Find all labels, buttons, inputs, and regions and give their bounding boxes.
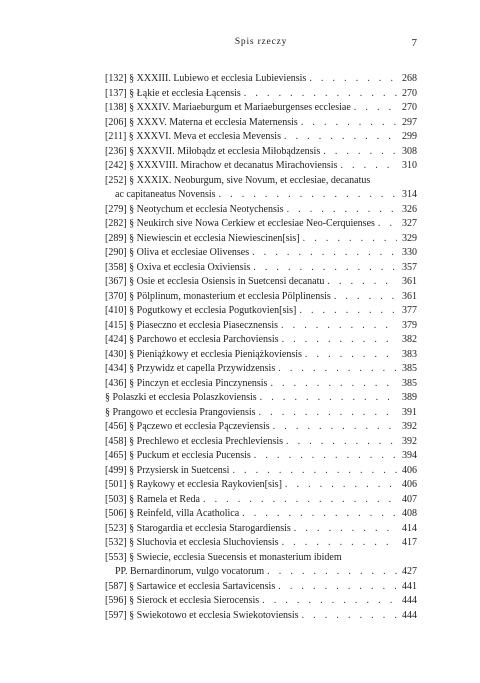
toc-entry-title: [587] § Sartawice et ecclesia Sartavicensis [105, 580, 276, 592]
dot-leader [331, 290, 397, 305]
toc-entry [105, 101, 417, 116]
toc-entry-title: [532] § Sluchovia et ecclesia Sluchoviensis [105, 537, 279, 548]
toc-entry-line [105, 116, 417, 131]
toc-entry [105, 261, 417, 276]
toc-entry-page: 394 [402, 450, 417, 461]
toc-entry-title: [206] § XXXV. Materna et ecclesia Maternensis [105, 116, 298, 128]
toc-entry-page: 414 [402, 522, 417, 534]
toc-entry-title: [424] § Parchowo et ecclesia Parchoviensis [105, 334, 279, 345]
toc-entry-line [105, 246, 417, 261]
toc-entry-line [105, 130, 417, 145]
dot-leader [351, 101, 397, 116]
toc-entry [105, 449, 417, 464]
toc-entry-page: 327 [402, 218, 417, 229]
toc-entry-line [105, 333, 417, 348]
dot-leader [251, 449, 397, 464]
toc-entry [105, 464, 417, 479]
toc-entry-page: 382 [402, 334, 417, 345]
toc-entry [105, 275, 417, 290]
toc-entry-page: 383 [402, 348, 417, 360]
toc-entry [105, 333, 417, 348]
dot-leader [284, 203, 397, 218]
toc-entry-title: [211] § XXXVI. Meva et ecclesia Mevensis [105, 131, 281, 142]
toc-entry-title: [430] § Pieniążkowy et ecclesia Pieniążkoviensis [105, 348, 302, 360]
toc-entry [105, 609, 417, 624]
toc-entry-line [105, 406, 417, 421]
toc-entry-title: § Polaszki et ecclesia Polaszkoviensis [105, 392, 257, 403]
dot-leader [300, 232, 397, 247]
toc-entry-page: 444 [402, 609, 417, 621]
toc-entry-title: [370] § Pölplinum, monasterium et ecclesia Pölplinensis [105, 290, 331, 302]
dot-leader [278, 319, 397, 334]
toc-entry [105, 391, 417, 406]
dot-leader [337, 159, 397, 174]
toc-entry-line [105, 449, 417, 464]
toc-entry-page: 389 [402, 392, 417, 403]
dot-leader [282, 478, 397, 493]
toc-entry [105, 348, 417, 363]
toc-entry-line [105, 536, 417, 551]
running-header [105, 37, 417, 51]
toc-entry-line [105, 507, 417, 522]
toc-entry-page: 329 [402, 232, 417, 244]
dot-leader [302, 348, 397, 363]
toc-entry-title: [132] § XXXIII. Lubiewo et ecclesia Lubieviensis [105, 73, 307, 84]
toc-entry-title: [436] § Pinczyn et ecclesia Pinczynensis [105, 377, 268, 389]
toc-entry [105, 159, 417, 174]
toc-entry-page: 385 [402, 377, 417, 389]
dot-leader [229, 464, 397, 479]
toc-entry-page: 308 [402, 145, 417, 157]
toc-entry-line [105, 203, 417, 218]
page-number: 7 [411, 37, 417, 49]
toc-entry [105, 232, 417, 247]
toc-entry [105, 145, 417, 160]
toc-entry-title: [279] § Neotychum et ecclesia Neotychensis [105, 203, 284, 215]
toc-entry-page: 314 [402, 189, 417, 200]
toc-entry-line [105, 72, 417, 87]
toc-entry [105, 87, 417, 102]
dot-leader [264, 565, 397, 580]
toc-entry [105, 493, 417, 508]
toc-entry-page: 361 [402, 290, 417, 302]
toc-entry-page: 377 [402, 305, 417, 316]
toc-entry-line [105, 145, 417, 160]
toc-entry-line [105, 275, 417, 290]
toc-entry-title: § Prangowo et ecclesia Prangoviensis [105, 406, 256, 418]
toc-entry [105, 174, 417, 203]
toc-entry-line [105, 420, 417, 435]
toc-entry-line [105, 464, 417, 479]
dot-leader [296, 304, 397, 319]
toc-entry [105, 551, 417, 580]
toc-entry-title: [289] § Niewiescin et ecclesia Niewiescinen[sis] [105, 232, 300, 244]
toc-entry-title: [501] § Raykowy et ecclesia Raykovien[sis] [105, 479, 282, 490]
toc-entry-page: 330 [402, 247, 417, 258]
toc-entry-title: [506] § Reinfeld, villa Acatholica [105, 508, 240, 519]
toc-entry [105, 72, 417, 87]
dot-leader [216, 188, 397, 203]
toc-entry-title: [458] § Prechlewo et ecclesia Prechleviensis [105, 435, 283, 447]
toc-entry-page: 417 [402, 537, 417, 548]
toc-entry [105, 507, 417, 522]
toc-entry-page: 268 [402, 73, 417, 84]
toc-entry-page: 270 [402, 87, 417, 99]
toc-entry-page: 392 [402, 435, 417, 447]
toc-entry-page: 297 [402, 116, 417, 128]
toc-entry-line [105, 290, 417, 305]
toc-entry-page: 326 [402, 203, 417, 215]
toc-entry [105, 377, 417, 392]
dot-leader [239, 507, 397, 522]
toc-entry-line [105, 319, 417, 334]
dot-leader [256, 406, 397, 421]
toc-entry-title: [137] § Łąkie et ecclesia Łącensis [105, 87, 241, 99]
toc-entry-title: [503] § Ramela et Reda [105, 493, 200, 505]
toc-entry-title: [434] § Przywidz et capella Przywidzensis [105, 363, 276, 374]
toc-entry-page: 385 [402, 363, 417, 374]
toc-entry [105, 290, 417, 305]
dot-leader [306, 72, 397, 87]
toc-entry-line [105, 594, 417, 609]
toc-entry-page: 441 [402, 580, 417, 592]
toc-entry [105, 522, 417, 537]
toc-entry-page: 392 [402, 421, 417, 432]
toc-entry-line [105, 159, 417, 174]
toc-entry-title: [499] § Przysiersk in Suetcensi [105, 464, 230, 476]
toc-entry-line [105, 188, 417, 203]
dot-leader [241, 87, 397, 102]
toc-entry-title: [553] § Swiecie, ecclesia Suecensis et monasterium ibidem [105, 551, 342, 563]
toc-entry-line [105, 478, 417, 493]
dot-leader [249, 246, 397, 261]
toc-entry-line [105, 348, 417, 363]
toc-entry-page: 299 [402, 131, 417, 142]
running-title: Spis rzeczy [234, 37, 288, 47]
toc-entry-line [105, 304, 417, 319]
toc-entry-title: [597] § Swiekotowo et ecclesia Swiekotoviensis [105, 609, 299, 621]
toc-entry-line [105, 87, 417, 102]
toc-entry-title-continued: ac capitaneatus Novensis [115, 189, 216, 200]
dot-leader [375, 217, 397, 232]
toc-entry-line [105, 609, 417, 624]
toc-entry-line [105, 217, 417, 232]
toc-entry-title: [523] § Starogardia et ecclesia Starogardiensis [105, 522, 291, 534]
toc-entry-line [105, 362, 417, 377]
toc-entry-line [105, 493, 417, 508]
dot-leader [279, 536, 397, 551]
dot-leader [299, 609, 397, 624]
toc-entry-title: [596] § Sierock et ecclesia Sierocensis [105, 595, 260, 606]
toc-entry [105, 246, 417, 261]
toc-entry [105, 130, 417, 145]
toc-entry [105, 478, 417, 493]
toc-entry-page: 361 [402, 276, 417, 287]
toc-entry-title: [236] § XXXVII. Miłobądz et ecclesia Miłobądzensis [105, 145, 321, 157]
toc-entry [105, 203, 417, 218]
toc-entry [105, 362, 417, 377]
toc-entry-title: [358] § Oxiva et ecclesia Oxiviensis [105, 261, 251, 273]
toc-entry [105, 420, 417, 435]
toc-entry-line [105, 377, 417, 392]
toc-entry-page: 427 [402, 566, 417, 577]
toc-entry-page: 408 [402, 508, 417, 519]
dot-leader [291, 522, 397, 537]
toc-entry-page: 407 [402, 493, 417, 505]
toc-entry-title: [415] § Piaseczno et ecclesia Piasecznensis [105, 319, 278, 331]
toc-entry [105, 304, 417, 319]
dot-leader [250, 261, 397, 276]
toc-entry-title: [410] § Pogutkowy et ecclesia Pogutkovien[sis] [105, 305, 297, 316]
toc-entry-page: 310 [402, 160, 417, 171]
dot-leader [275, 580, 397, 595]
toc-entry [105, 116, 417, 131]
dot-leader [281, 130, 397, 145]
toc-entry-page: 270 [402, 102, 417, 113]
dot-leader [283, 435, 397, 450]
toc-entry [105, 536, 417, 551]
toc-entry [105, 406, 417, 421]
dot-leader [279, 333, 397, 348]
toc-entry-page: 406 [402, 464, 417, 476]
dot-leader [320, 145, 397, 160]
dot-leader [298, 116, 397, 131]
dot-leader [270, 420, 397, 435]
toc-entry-line [105, 391, 417, 406]
toc-entry-title: [465] § Puckum et ecclesia Pucensis [105, 450, 251, 461]
toc-entry-page: 406 [402, 479, 417, 490]
toc-entry-title: [138] § XXXIV. Mariaeburgum et Mariaeburgenses ecclesiae [105, 102, 351, 113]
toc-entry-title: [282] § Neukirch sive Nowa Cerkiew et ecclesiae Neo-Cerquienses [105, 218, 375, 229]
toc-entry-page: 357 [402, 261, 417, 273]
toc-entry [105, 435, 417, 450]
toc-entry [105, 580, 417, 595]
toc-entry-title: [456] § Pączewo et ecclesia Pączeviensis [105, 421, 270, 432]
toc-entry-line [105, 435, 417, 450]
toc-entry-title: [242] § XXXVIII. Mirachow et decanatus Mirachoviensis [105, 160, 338, 171]
toc-entry-title-continued: PP. Bernardinorum, vulgo vocatorum [115, 566, 265, 577]
dot-leader [259, 594, 397, 609]
dot-leader [200, 493, 397, 508]
toc-entry-line [105, 580, 417, 595]
toc-entry-page: 391 [402, 406, 417, 418]
toc-entry-title: [290] § Oliva et ecclesiae Olivenses [105, 247, 250, 258]
dot-leader [257, 391, 397, 406]
table-of-contents [105, 72, 417, 623]
dot-leader [275, 362, 397, 377]
toc-entry [105, 594, 417, 609]
toc-entry [105, 319, 417, 334]
toc-entry-line [105, 565, 417, 580]
toc-entry-line [105, 261, 417, 276]
toc-entry [105, 217, 417, 232]
toc-entry-line [105, 522, 417, 537]
dot-leader [324, 275, 397, 290]
toc-entry-title: [367] § Osie et ecclesia Osiensis in Suetcensi decanatu [105, 276, 325, 287]
dot-leader [267, 377, 397, 392]
toc-entry-line [105, 232, 417, 247]
toc-entry-line [105, 101, 417, 116]
toc-entry-title: [252] § XXXIX. Neoburgum, sive Novum, et ecclesiae, decanatus [105, 174, 371, 186]
toc-entry-page: 444 [402, 595, 417, 606]
toc-entry-page: 379 [402, 319, 417, 331]
